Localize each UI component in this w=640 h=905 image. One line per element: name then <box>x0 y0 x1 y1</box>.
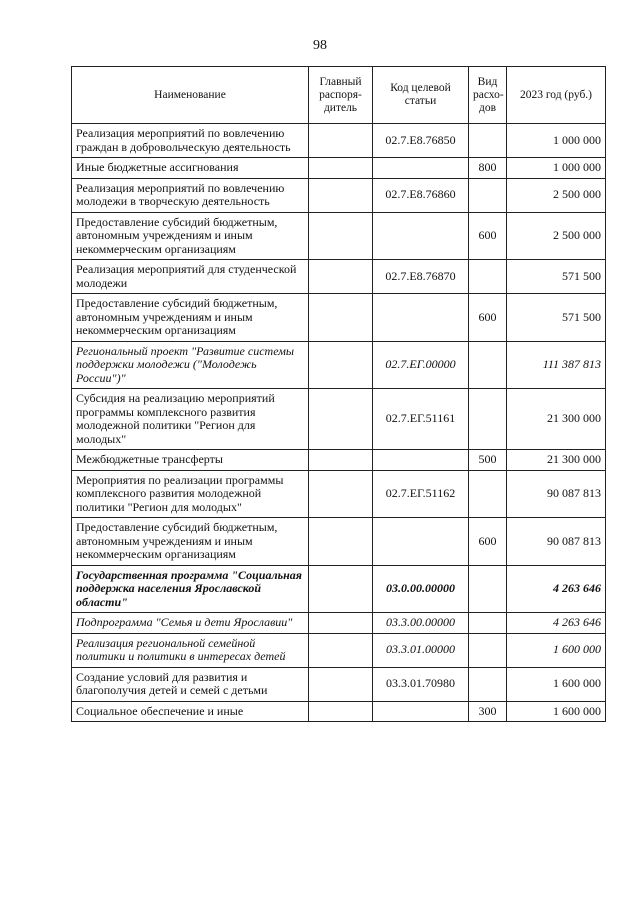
cell-code: 02.7.ЕГ.00000 <box>373 341 469 389</box>
cell-type <box>469 667 507 701</box>
cell-amount: 21 300 000 <box>507 389 606 450</box>
cell-admin <box>309 613 373 634</box>
cell-admin <box>309 212 373 260</box>
cell-type <box>469 124 507 158</box>
cell-name: Предоставление субсидий бюджетным, автономным учреждениям и иным некоммерческим организациям <box>72 294 309 342</box>
cell-name: Межбюджетные трансферты <box>72 450 309 471</box>
cell-amount: 90 087 813 <box>507 470 606 518</box>
cell-type <box>469 178 507 212</box>
table-row <box>72 470 606 518</box>
cell-admin <box>309 294 373 342</box>
header-amount: 2023 год (руб.) <box>507 67 606 124</box>
page-number: 98 <box>313 38 327 53</box>
cell-name: Иные бюджетные ассигнования <box>72 158 309 179</box>
cell-type <box>469 613 507 634</box>
cell-name: Создание условий для развития и благополучия детей и семей с детьми <box>72 667 309 701</box>
table-row <box>72 294 606 342</box>
table-row <box>72 518 606 566</box>
table-row <box>72 341 606 389</box>
header-name: Наименование <box>72 67 309 124</box>
cell-amount: 1 600 000 <box>507 701 606 722</box>
table-row <box>72 124 606 158</box>
header-code: Код целевой статьи <box>373 67 469 124</box>
cell-name: Предоставление субсидий бюджетным, автономным учреждениям и иным некоммерческим организациям <box>72 518 309 566</box>
cell-admin <box>309 341 373 389</box>
cell-code: 02.7.Е8.76860 <box>373 178 469 212</box>
cell-type <box>469 633 507 667</box>
cell-type <box>469 389 507 450</box>
cell-code: 02.7.Е8.76850 <box>373 124 469 158</box>
cell-amount: 1 000 000 <box>507 158 606 179</box>
table-row <box>72 565 606 613</box>
cell-amount: 4 263 646 <box>507 613 606 634</box>
cell-code <box>373 518 469 566</box>
cell-amount: 1 600 000 <box>507 633 606 667</box>
cell-name: Предоставление субсидий бюджетным, автономным учреждениям и иным некоммерческим организациям <box>72 212 309 260</box>
cell-amount: 21 300 000 <box>507 450 606 471</box>
table-body <box>72 124 606 722</box>
cell-type <box>469 260 507 294</box>
cell-name: Реализация мероприятий по вовлечению граждан в добровольческую деятельность <box>72 124 309 158</box>
cell-amount: 1 600 000 <box>507 667 606 701</box>
cell-code: 02.7.ЕГ.51161 <box>373 389 469 450</box>
cell-admin <box>309 518 373 566</box>
cell-code <box>373 450 469 471</box>
cell-admin <box>309 158 373 179</box>
table-row <box>72 158 606 179</box>
cell-admin <box>309 667 373 701</box>
cell-code <box>373 212 469 260</box>
cell-type: 600 <box>469 212 507 260</box>
cell-type: 600 <box>469 294 507 342</box>
header-admin: Главный распоря-дитель <box>309 67 373 124</box>
cell-code: 02.7.Е8.76870 <box>373 260 469 294</box>
cell-type: 800 <box>469 158 507 179</box>
table-row <box>72 212 606 260</box>
cell-name: Подпрограмма "Семья и дети Ярославии" <box>72 613 309 634</box>
table-row <box>72 613 606 634</box>
cell-admin <box>309 633 373 667</box>
cell-code: 03.3.01.70980 <box>373 667 469 701</box>
cell-name: Субсидия на реализацию мероприятий программы комплексного развития молодежной политики "Регион для молодых" <box>72 389 309 450</box>
cell-name: Социальное обеспечение и иные <box>72 701 309 722</box>
cell-name: Государственная программа "Социальная поддержка населения Ярославской области" <box>72 565 309 613</box>
table-row <box>72 389 606 450</box>
table-row <box>72 260 606 294</box>
cell-type: 500 <box>469 450 507 471</box>
cell-amount: 571 500 <box>507 260 606 294</box>
table-header-row <box>72 67 606 124</box>
cell-amount: 2 500 000 <box>507 178 606 212</box>
cell-name: Региональный проект "Развитие системы поддержки молодежи ("Молодежь России")" <box>72 341 309 389</box>
cell-admin <box>309 701 373 722</box>
table-row <box>72 701 606 722</box>
cell-type <box>469 470 507 518</box>
cell-admin <box>309 389 373 450</box>
cell-code <box>373 158 469 179</box>
cell-amount: 571 500 <box>507 294 606 342</box>
cell-amount: 111 387 813 <box>507 341 606 389</box>
cell-admin <box>309 178 373 212</box>
cell-name: Реализация мероприятий по вовлечению молодежи в творческую деятельность <box>72 178 309 212</box>
table-row <box>72 633 606 667</box>
cell-name: Мероприятия по реализации программы комплексного развития молодежной политики "Регион для молодых" <box>72 470 309 518</box>
table-row <box>72 667 606 701</box>
cell-admin <box>309 565 373 613</box>
cell-type: 300 <box>469 701 507 722</box>
cell-type <box>469 341 507 389</box>
table-row <box>72 178 606 212</box>
cell-amount: 90 087 813 <box>507 518 606 566</box>
cell-admin <box>309 450 373 471</box>
cell-code: 03.3.01.00000 <box>373 633 469 667</box>
cell-name: Реализация мероприятий для студенческой молодежи <box>72 260 309 294</box>
cell-code: 03.0.00.00000 <box>373 565 469 613</box>
header-type: Вид расхо-дов <box>469 67 507 124</box>
budget-table <box>71 66 606 722</box>
cell-code <box>373 294 469 342</box>
cell-admin <box>309 470 373 518</box>
cell-type: 600 <box>469 518 507 566</box>
cell-amount: 2 500 000 <box>507 212 606 260</box>
cell-code: 02.7.ЕГ.51162 <box>373 470 469 518</box>
table-row <box>72 450 606 471</box>
cell-code <box>373 701 469 722</box>
cell-type <box>469 565 507 613</box>
cell-admin <box>309 124 373 158</box>
cell-amount: 1 000 000 <box>507 124 606 158</box>
cell-code: 03.3.00.00000 <box>373 613 469 634</box>
cell-amount: 4 263 646 <box>507 565 606 613</box>
cell-admin <box>309 260 373 294</box>
cell-name: Реализация региональной семейной политики и политики в интересах детей <box>72 633 309 667</box>
